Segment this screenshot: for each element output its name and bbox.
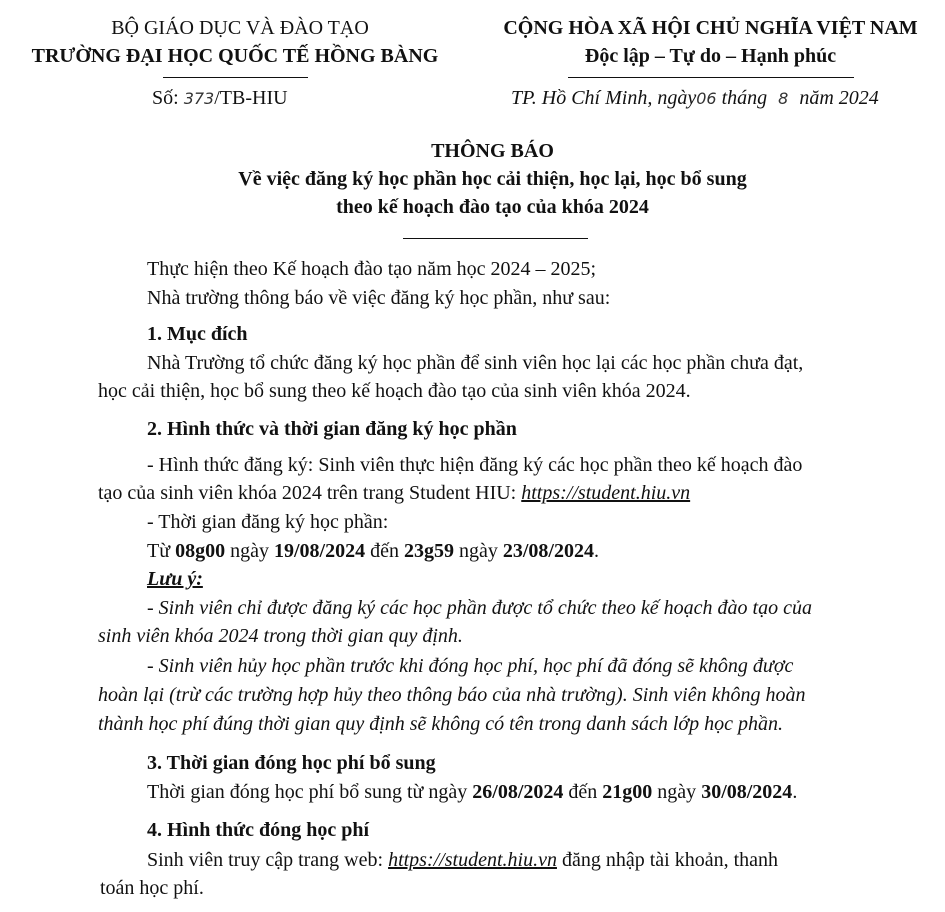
section-2-form-line-1: - Hình thức đăng ký: Sinh viên thực hiện đăng ký các học phần theo kế hoạch đào <box>147 454 803 476</box>
payment-portal-link[interactable]: https://student.hiu.vn <box>388 849 557 871</box>
time-from: Từ <box>147 540 171 562</box>
section-1-line-2: học cải thiện, học bổ sung theo kế hoạch đào tạo của sinh viên khóa 2024. <box>98 380 691 402</box>
document-title: THÔNG BÁO <box>431 140 554 162</box>
fee-start-date: 26/08/2024 <box>472 781 564 803</box>
time-start-date: 19/08/2024 <box>273 540 366 562</box>
note-1-line-1: - Sinh viên chỉ được đăng ký các học phần được tổ chức theo kế hoạch đào tạo của <box>147 597 812 619</box>
title-underline <box>403 238 588 239</box>
section-1-line-1: Nhà Trường tổ chức đăng ký học phần để sinh viên học lại các học phần chưa đạt, <box>147 352 804 374</box>
number-suffix: /TB-HIU <box>214 87 288 109</box>
time-to: đến <box>370 540 399 562</box>
note-2-line-1: - Sinh viên hủy học phần trước khi đóng học phí, học phí đã đóng sẽ không được <box>147 655 794 677</box>
school-underline <box>163 77 308 78</box>
motto-underline <box>568 77 854 78</box>
student-portal-link[interactable]: https://student.hiu.vn <box>521 482 691 504</box>
form-line-2-text: tạo của sinh viên khóa 2024 trên trang Student HIU: <box>98 482 517 504</box>
time-day-word-1: ngày <box>230 540 269 562</box>
fee-time-text: Thời gian đóng học phí bổ sung từ ngày <box>147 781 468 803</box>
document-number <box>152 87 288 110</box>
section-1-heading: 1. Mục đích <box>147 323 248 345</box>
section-4-line-1 <box>147 849 778 872</box>
fee-punct: . <box>792 781 798 803</box>
date-place <box>511 87 879 110</box>
section-3-line <box>147 781 797 804</box>
time-end-punct: . <box>593 540 599 562</box>
note-label: Lưu ý: <box>147 568 203 590</box>
note-1-line-2: sinh viên khóa 2024 trong thời gian quy định. <box>98 625 463 647</box>
intro-line-1: Thực hiện theo Kế hoạch đào tạo năm học 2024 – 2025; <box>147 258 597 280</box>
section-3-heading: 3. Thời gian đóng học phí bổ sung <box>147 752 436 774</box>
number-handwritten: 373 <box>183 89 215 108</box>
fee-to: đến <box>568 781 598 803</box>
date-month-label: tháng <box>721 87 768 109</box>
subject-line-1: Về việc đăng ký học phần học cải thiện, học lại, học bổ sung <box>238 168 747 190</box>
section-4-line-2: toán học phí. <box>100 877 204 899</box>
note-2-line-3: thành học phí đúng thời gian quy định sẽ không có tên trong danh sách lớp học phần. <box>98 713 783 735</box>
fee-end-date: 30/08/2024 <box>701 781 793 803</box>
date-year: năm 2024 <box>799 87 879 109</box>
time-end-hour: 23g59 <box>403 540 454 562</box>
republic-name: CỘNG HÒA XÃ HỘI CHỦ NGHĨA VIỆT NAM <box>503 17 918 39</box>
number-prefix: Số: <box>152 87 179 109</box>
motto: Độc lập – Tự do – Hạnh phúc <box>584 45 837 67</box>
payment-text-suffix: đăng nhập tài khoản, thanh <box>561 849 779 871</box>
payment-text-prefix: Sinh viên truy cập trang web: <box>147 849 384 871</box>
section-2-time-label: - Thời gian đăng ký học phần: <box>147 511 389 533</box>
intro-line-2: Nhà trường thông báo về việc đăng ký học phần, như sau: <box>147 287 611 309</box>
school-name: TRƯỜNG ĐẠI HỌC QUỐC TẾ HỒNG BÀNG <box>31 45 439 67</box>
section-2-form-line-2 <box>98 482 690 505</box>
note-2-line-2: hoàn lại (trừ các trường hợp hủy theo thông báo của nhà trường). Sinh viên không hoàn <box>98 684 806 706</box>
time-day-word-2: ngày <box>458 540 498 562</box>
date-day: 06 <box>696 89 717 108</box>
subject-line-2: theo kế hoạch đào tạo của khóa 2024 <box>336 196 649 218</box>
date-month: 8 <box>778 89 789 108</box>
date-place-text: TP. Hồ Chí Minh, ngày <box>511 87 697 109</box>
fee-day-word: ngày <box>657 781 697 803</box>
section-2-time-range <box>147 540 599 563</box>
time-start-hour: 08g00 <box>175 540 226 562</box>
time-end-date: 23/08/2024 <box>502 540 594 562</box>
fee-end-hour: 21g00 <box>602 781 653 803</box>
section-2-heading: 2. Hình thức và thời gian đăng ký học phần <box>147 418 517 440</box>
section-4-heading: 4. Hình thức đóng học phí <box>147 819 370 841</box>
ministry-name: BỘ GIÁO DỤC VÀ ĐÀO TẠO <box>111 17 369 39</box>
